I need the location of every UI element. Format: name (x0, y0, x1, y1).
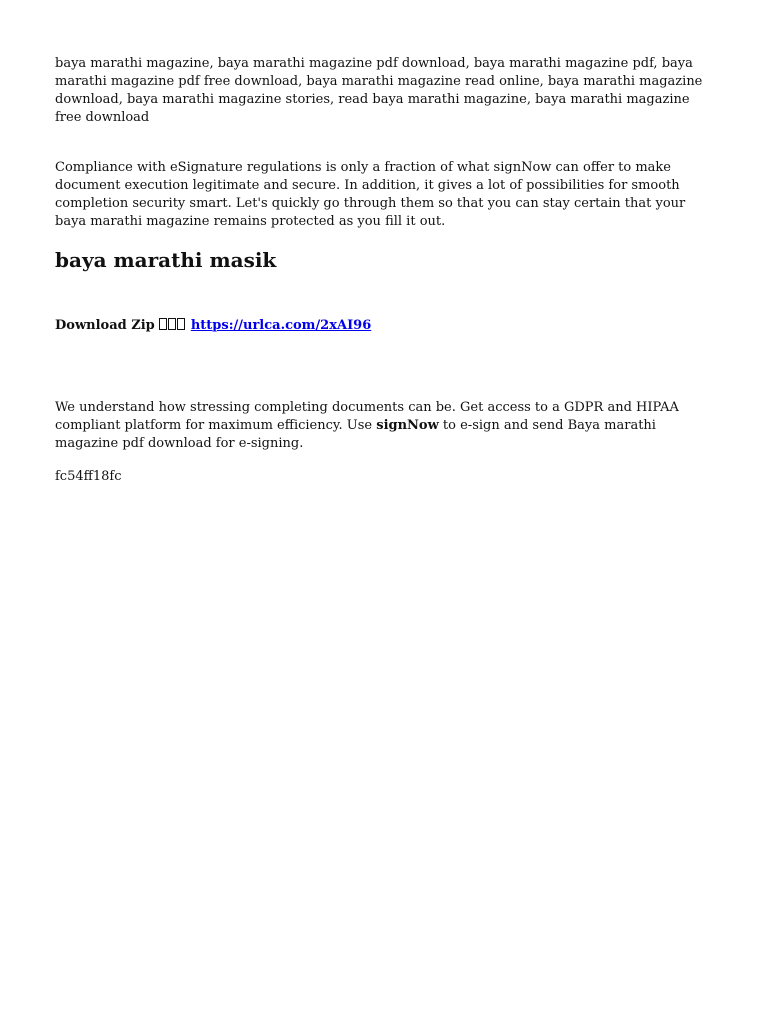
body-paragraph (55, 399, 715, 453)
download-line (55, 317, 715, 335)
page-heading: baya marathi masik (55, 248, 277, 272)
intro-paragraph: Compliance with eSignature regulations is only a fraction of what signNow can offer to make document execution legitimate and secure. In addition, it gives a lot of possibilities for smooth completion security smart. Let's quickly go through them so that you can stay certain that your baya marathi magazine remains protected as you fill it out. (55, 160, 686, 229)
body-text-bold: signNow (376, 418, 439, 433)
keywords-paragraph: baya marathi magazine, baya marathi magazine pdf download, baya marathi magazine pdf, baya marathi magazine pdf free download, baya marathi magazine read online, baya marathi magazine download, baya marathi magazine stories, read baya marathi magazine, baya marathi magazine free download (55, 56, 703, 125)
download-link[interactable]: https://urlca.com/2xAI96 (190, 318, 372, 333)
code-text: fc54ff18fc (55, 469, 122, 484)
missing-glyph-icon (159, 318, 186, 333)
document-page (55, 55, 715, 486)
body-text-end: to e-sign and send Baya marathi magazine pdf download for e-signing. (55, 418, 656, 451)
body-text-start: We understand how stressing completing documents can be. Get access to a GDPR and HIPAA compliant platform for maximum efficiency. Use (55, 400, 679, 433)
download-label: Download Zip (55, 318, 155, 333)
